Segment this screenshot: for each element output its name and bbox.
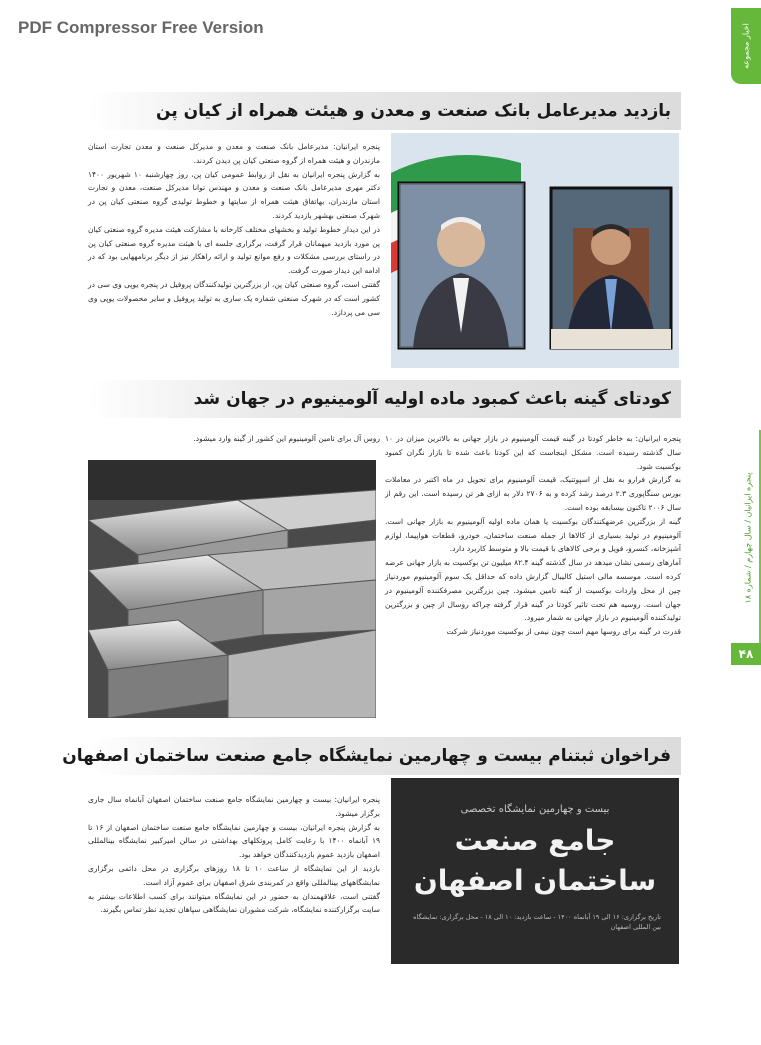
article2-body xyxy=(385,432,681,639)
article2-paragraph: گینه از بزرگترین عرضهکنندگان بوکسیت یا همان ماده اولیه آلومینیوم به بازار جهانی است. آلومینیوم در تولید بسیاری از کالاها از جمله صنعت ساختمان، خودرو، قطعات هواپیما، لوازم آشپزخانه، کنسرو، فویل و برخی کالاهای با قیمت بالا و متوسط کاربرد دارد. xyxy=(385,516,681,554)
article1-header xyxy=(88,92,681,130)
article3-body xyxy=(88,793,380,917)
article1-body xyxy=(88,140,380,319)
article3-paragraph: پنجره ایرانیان: بیست و چهارمین نمایشگاه جامع صنعت ساختمان اصفهان آبانماه سال جاری برگزار میشود. xyxy=(88,795,380,818)
section-tab xyxy=(731,8,761,84)
aluminium-ingots-illustration xyxy=(88,460,376,718)
article3-paragraph: گفتنی است، علاقهمندان به حضور در این نمایشگاه میتوانند برای کسب اطلاعات بیشتر به سایت برگزارکننده نمایشگاه، شرکت مشوران نمایشگاهی سپاهان تجدید نظر تماس بگیرند. xyxy=(88,891,380,915)
article2-paragraph: آمارهای رسمی نشان میدهد در سال گذشته گینه ۸۲.۴ میلیون تن بوکسیت به بازار جهانی عرضه کرده است. موسسه مالی استیل کالیبال گزارش داده که حداقل یک سوم آلومینیوم موردنیاز چین از محل واردات بوکسیت از گینه تامین میشود. چین بزرگترین مصرفکننده آلومینیوم در جهان است. روسیه هم تحت تاثیر کودتا در گینه قرار گرفته چراکه روسال از چین و بزرگترین تولیدکننده آلومینیوم در بازار جهانی به شمار میرود. xyxy=(385,558,681,623)
exhibition-poster xyxy=(391,778,679,964)
article3-paragraph: بازدید از این نمایشگاه از ساعت ۱۰ تا ۱۸ روزهای برگزاری در محل دائمی برگزاری نمایشگاههای بینالمللی واقع در کمربندی شرق اصفهان برای عموم آزاد است. xyxy=(88,863,380,887)
article1-paragraph: در این دیدار خطوط تولید و بخشهای مختلف کارخانه با مشارکت هیئت مدیره گروه صنعتی کیان پن مورد بازدید میهمانان قرار گرفت، برگزاری جلسه ای با هیئت مدیره گروه صنعتی کیان پن در راستای بررسی مشکلات و رفع موانع تولید و ارائه راهکار نیز از دیگر برنامههایی بود که در ادامه این دیدار صورت گرفت. xyxy=(88,224,380,276)
article2-header xyxy=(88,380,681,418)
aluminium-ingots-photo xyxy=(88,460,376,718)
article2-title: کودتای گینه باعث کمبود ماده اولیه آلومینیوم در جهان شد xyxy=(193,389,671,409)
poster-title-line1: جامع صنعت xyxy=(454,824,616,857)
article2-paragraph: پنجره ایرانیان: به خاطر کودتا در گینه قیمت آلومینیوم در بازار جهانی به بالاترین میزان در ۱۰ سال گذشته رسیده است. مشکل اینجاست که این کودتا باعث شده تا بازار نگران کمبود بوکسیت شود. xyxy=(385,434,681,471)
article3-title: فراخوان ثبتنام بیست و چهارمین نمایشگاه جامع صنعت ساختمان اصفهان xyxy=(62,746,671,766)
poster-title-line2: ساختمان اصفهان xyxy=(413,864,657,897)
watermark-text: PDF Compressor Free Version xyxy=(18,18,264,37)
issue-label: پنجره ایرانیان / سال چهارم / شماره ۱۸ xyxy=(743,472,753,603)
article2-paragraph: به گزارش فرارو به نقل از اسپوتنیک، قیمت آلومینیوم برای تحویل در ماه اکتبر در معاملات بورس سنگاپوری ۲.۳ درصد رشد کرده و به ۲۷۰۶ دلار به ازای هر تن رسیده است. این رقم از سال ۲۰۰۶ تاکنون بیسابقه بوده است. xyxy=(385,475,681,512)
poster-details: تاریخ برگزاری: ۱۶ الی ۱۹ آبانماه ۱۴۰۰ - ساعت بازدید: ۱۰ الی ۱۸ - محل برگزاری: نمایشگاه بین المللی اصفهان xyxy=(413,913,661,931)
meeting-photo-illustration xyxy=(391,133,679,368)
page-number: ۴۸ xyxy=(731,643,761,665)
article1-title: بازدید مدیرعامل بانک صنعت و معدن و هیئت همراه از کیان پن xyxy=(156,101,671,121)
article1-paragraph: گفتنی است، گروه صنعتی کیان پن، از بزرگترین تولیدکنندگان پروفیل در پنجره یوپی وی سی در کشور است که در شهرک صنعتی شماره یک ساری به تولید پروفیل و سایر محصولات یوپی وی سی می پردازد. xyxy=(88,279,380,317)
article3-paragraph: به گزارش پنجره ایرانیان، بیست و چهارمین نمایشگاه جامع صنعت ساختمان اصفهان از ۱۶ تا ۱۹ آبانماه ۱۴۰۰ با رعایت کامل پروتکلهای بهداشتی در سالن امیرکبیر نمایشگاه بینالمللی اصفهان بازدید عموم بازدیدکنندگان خواهد بود. xyxy=(88,822,380,860)
article1-paragraph: پنجره ایرانیان: مدیرعامل بانک صنعت و معدن و مدیرکل صنعت و معدن تجارت استان مازندران و هیئت همراه از گروه صنعتی کیان پن دیدن کردند. xyxy=(88,142,380,165)
article3-header xyxy=(62,737,681,775)
article2-paragraph: قدرت در گینه برای روسها مهم است چون نیمی از بوکسیت موردنیاز شرکت xyxy=(446,627,681,637)
section-tab-label: اخبار مجموعه xyxy=(741,23,751,69)
meeting-photo xyxy=(391,133,679,368)
poster-subtitle: بیست و چهارمین نمایشگاه تخصصی xyxy=(460,804,610,815)
article2-continuation: روس آل برای تامین آلومینیوم این کشور از گینه وارد میشود. xyxy=(193,434,380,443)
article1-paragraph: به گزارش پنجره ایرانیان به نقل از روابط عمومی کیان پن، روز چهارشنبه ۱۰ شهریور ۱۴۰۰ دکتر مهری مدیرعامل بانک صنعت و معدن و مهندس توانا مدیرکل صنعت، معدن و تجارت استان مازندران، بهاتفاق هیئت همراه از سایتها و خطوط تولیدی گروه صنعتی کیان پن در شهرک صنعتی بهشهر بازدید کردند. xyxy=(88,169,380,220)
